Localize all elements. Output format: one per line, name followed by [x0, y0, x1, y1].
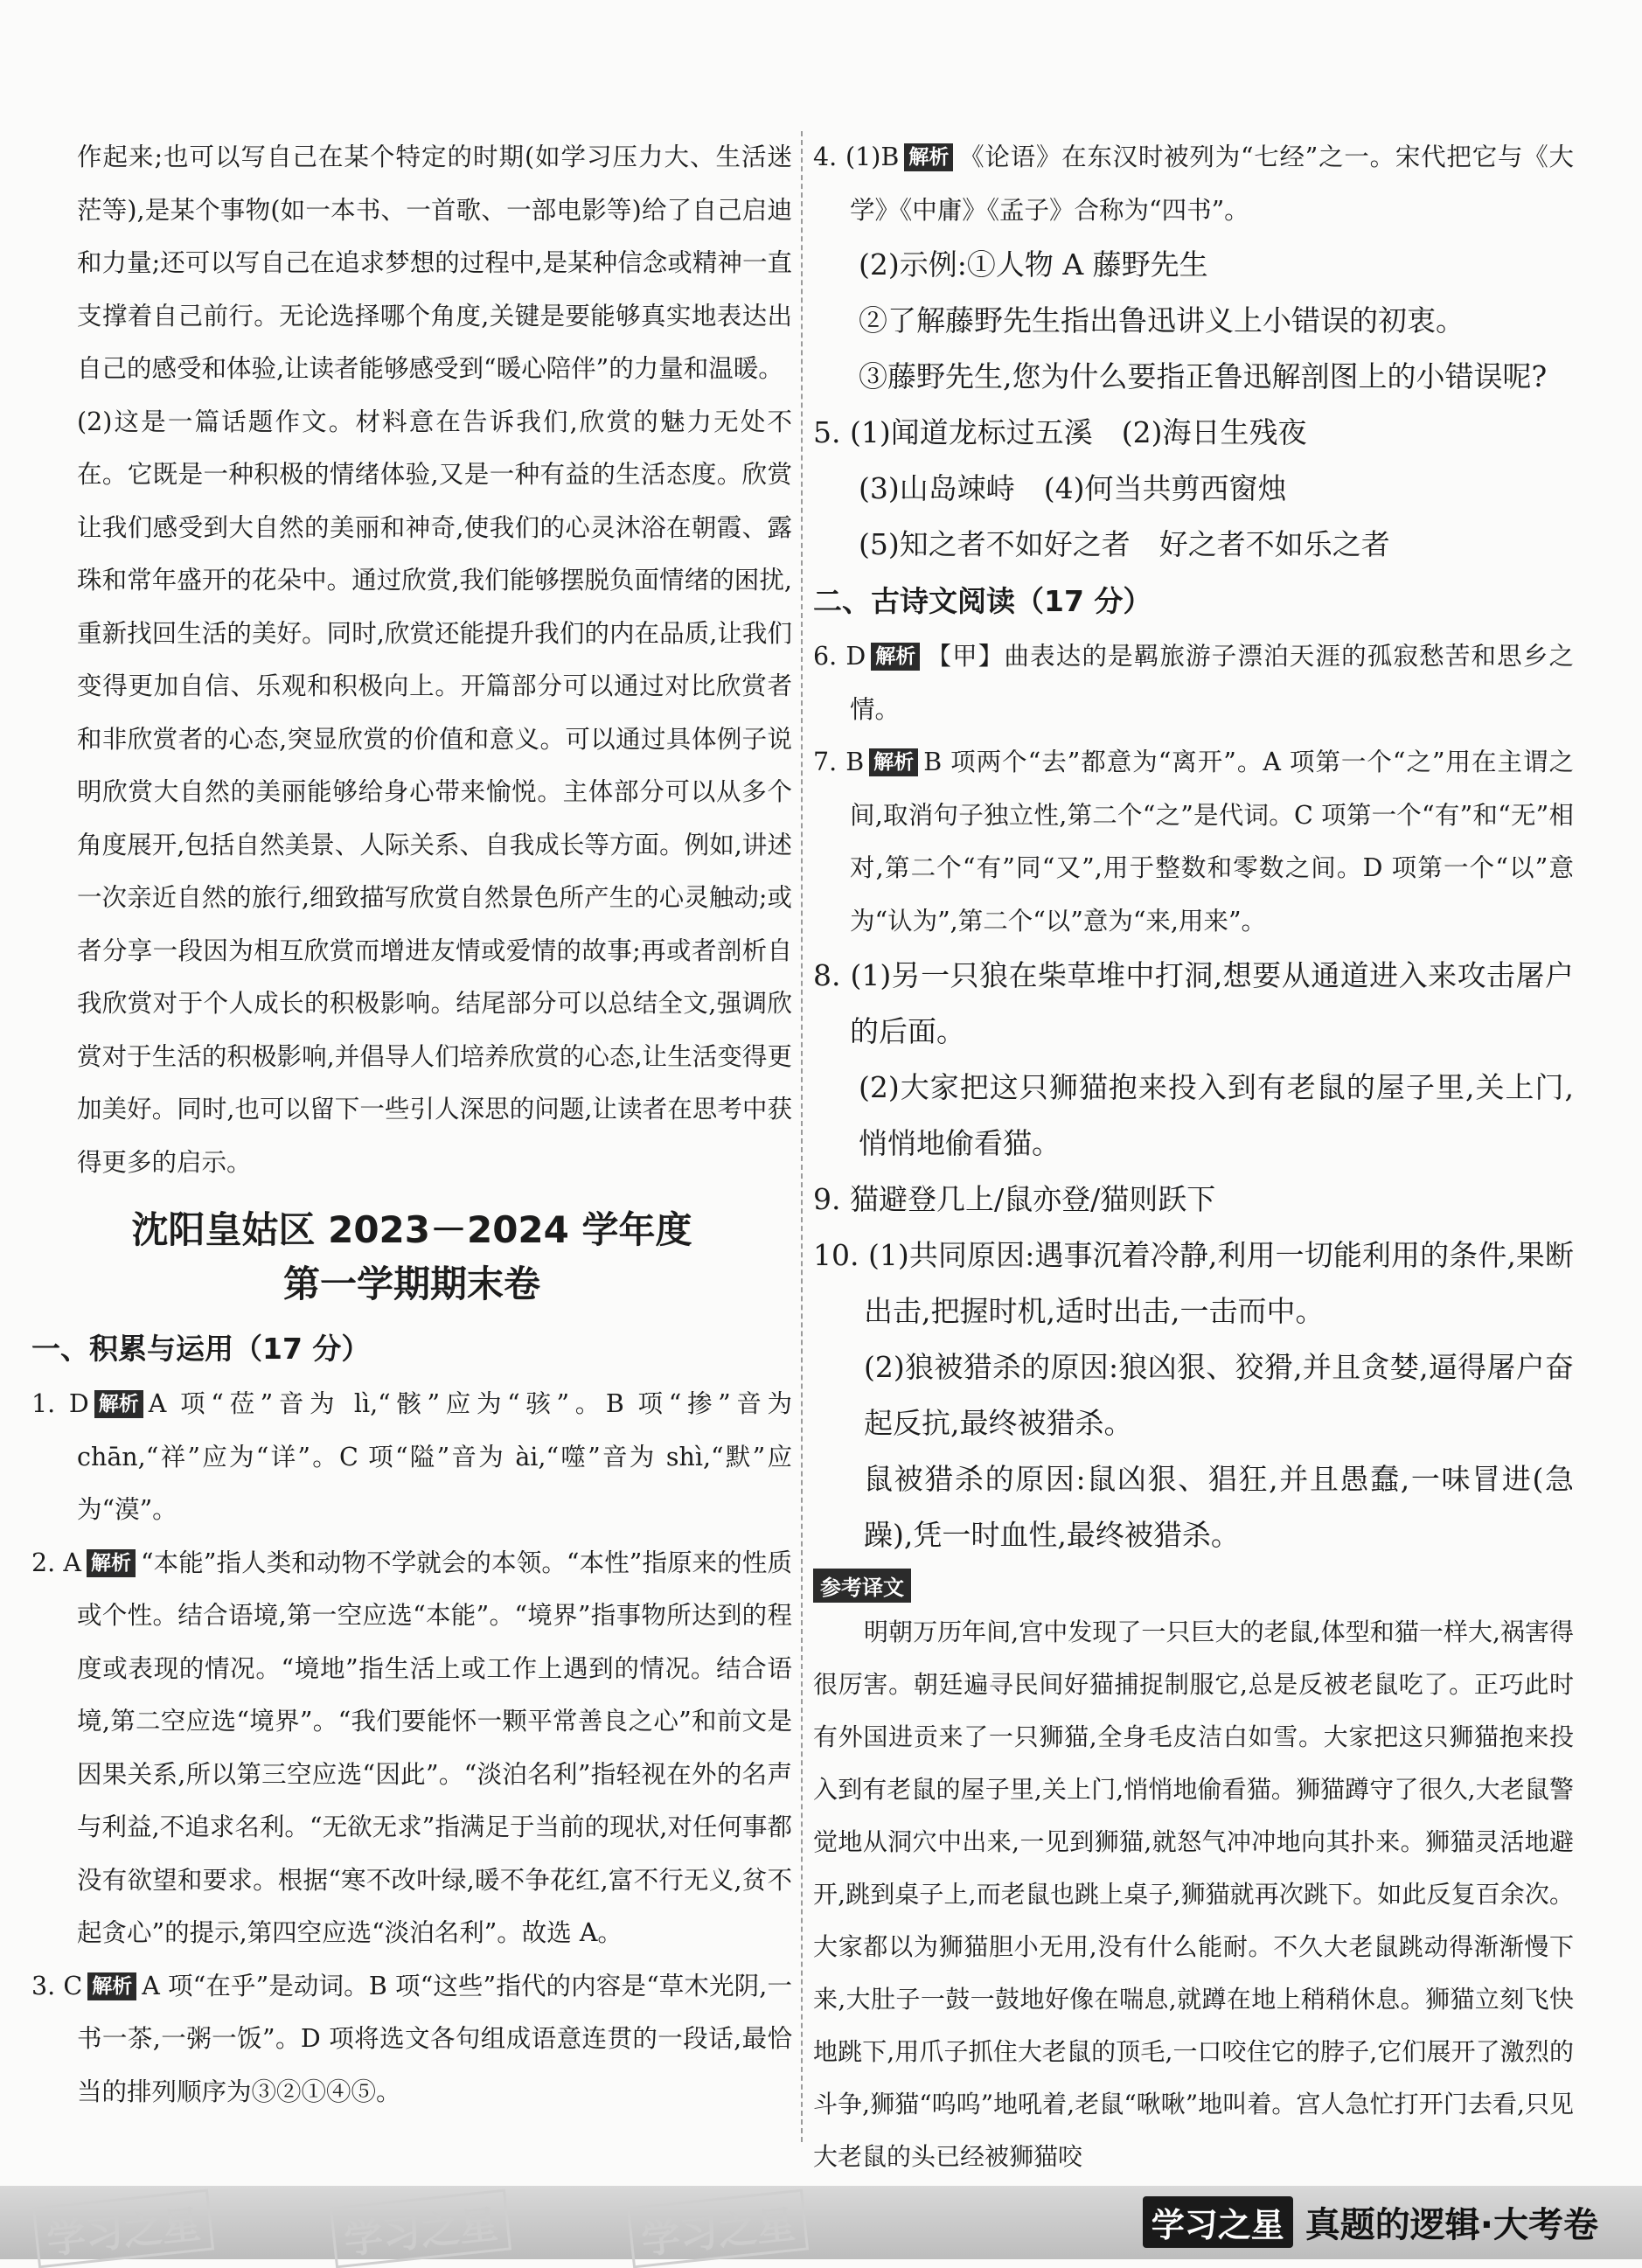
answer-text: 《论语》在东汉时被列为“七经”之一。宋代把它与《大学》《中庸》《孟子》合称为“四书”。 [850, 143, 1574, 225]
answer-text: A 项“在乎”是动词。B 项“这些”指代的内容是“草木光阴,一书一茶,一粥一饭”。D 项将选文各句组成语意连贯的一段话,最恰当的排列顺序为③②①④⑤。 [77, 1971, 792, 2106]
exam-title [31, 1203, 792, 1311]
answer-num: 1. D [31, 1389, 89, 1418]
answer-num: 7. B [813, 748, 865, 776]
answer-q10-3: 鼠被猎杀的原因:鼠凶狠、猖狂,并且愚蠢,一味冒进(急躁),凭一时血性,最终被猎杀。 [864, 1462, 1574, 1552]
answer-q4-4: ③藤野先生,您为什么要指正鲁迅解剖图上的小错误呢? [859, 359, 1548, 393]
answer-text: A 项“莅”音为 lì,“骸”应为“骇”。B 项“掺”音为 chān,“祥”应为“详”。C 项“隘”音为 ài,“噬”音为 shì,“默”应为“漠”。 [77, 1389, 792, 1524]
answer-text: 【甲】曲表达的是羁旅游子漂泊天涯的孤寂愁苦和思乡之情。 [850, 642, 1574, 724]
answer-num: 3. C [31, 1971, 83, 2000]
answer-q8-1: 8. (1)另一只狼在柴草堆中打洞,想要从通道进入来攻击屠户的后面。 [813, 958, 1574, 1048]
essay-paragraph-1: 作起来;也可以写自己在某个特定的时期(如学习压力大、生活迷茫等),是某个事物(如一本书、一首歌、一部电影等)给了自己启迪和力量;还可以写自己在追求梦想的过程中,是某种信念或精神一直支撑着自己前行。无论选择哪个角度,关键是要能够真实地表达出自己的感受和体验,让读者能够感受到“暖心陪伴”的力量和温暖。 [77, 143, 792, 383]
answer-q4-2: (2)示例:①人物 A 藤野先生 [859, 247, 1208, 282]
analysis-tag: 解析 [94, 1390, 143, 1418]
analysis-tag: 解析 [871, 643, 920, 671]
answer-num: 6. D [813, 642, 866, 671]
analysis-tag: 解析 [87, 1972, 136, 2000]
exam-title-line-2: 第一学期期末卷 [282, 1263, 540, 1305]
answer-q9: 9. 猫避登几上/鼠亦登/猫则跃下 [813, 1182, 1216, 1216]
column-divider [801, 131, 803, 2142]
answer-q10-2: (2)狼被猎杀的原因:狼凶狠、狡猾,并且贪婪,逼得屠户奋起反抗,最终被猎杀。 [864, 1350, 1574, 1440]
answer-text: B 项两个“去”都意为“离开”。A 项第一个“之”用在主谓之间,取消句子独立性,第二个“之”是代词。C 项第一个“有”和“无”相对,第二个“有”同“又”,用于整数和零数之间。D 项第一个“以”意为“认为”,第二个“以”意为“来,用来”。 [850, 748, 1574, 936]
answer-q7 [813, 736, 1574, 948]
analysis-tag: 解析 [904, 143, 953, 171]
answer-q5-1: 5. (1)闻道龙标过五溪 (2)海日生残夜 [813, 415, 1307, 449]
answer-q5-3: (5)知之者不如好之者 好之者不如乐之者 [859, 527, 1390, 561]
answer-q10-1: 10. (1)共同原因:遇事沉着冷静,利用一切能利用的条件,果断出击,把握时机,适时出击,一击而中。 [813, 1238, 1574, 1328]
watermark: 学习之星 [32, 2189, 214, 2268]
answer-num: 2. A [31, 1548, 81, 1577]
answer-q4-3: ②了解藤野先生指出鲁迅讲义上小错误的初衷。 [859, 303, 1465, 337]
exam-title-line-1: 沈阳皇姑区 2023－2024 学年度 [131, 1208, 692, 1251]
footer-bar [0, 2186, 1642, 2264]
answer-q4 [813, 131, 1574, 237]
left-column [31, 131, 792, 2118]
brand-slogan: 真题的逻辑·大考卷 [1305, 2205, 1598, 2245]
analysis-tag: 解析 [87, 1549, 136, 1577]
brand-logo: 学习之星 [1143, 2196, 1293, 2248]
watermark: 学习之星 [330, 2189, 511, 2268]
watermark: 学习之星 [627, 2189, 809, 2268]
essay-paragraph-2: (2)这是一篇话题作文。材料意在告诉我们,欣赏的魅力无处不在。它既是一种积极的情绪体验,又是一种有益的生活态度。欣赏让我们感受到大自然的美丽和神奇,使我们的心灵沐浴在朝霞、露珠和常年盛开的花朵中。通过欣赏,我们能够摆脱负面情绪的困扰,重新找回生活的美好。同时,欣赏还能提升我们的内在品质,让我们变得更加自信、乐观和积极向上。开篇部分可以通过对比欣赏者和非欣赏者的心态,突显欣赏的价值和意义。可以通过具体例子说明欣赏大自然的美丽能够给身心带来愉悦。主体部分可以从多个角度展开,包括自然美景、人际关系、自我成长等方面。例如,讲述一次亲近自然的旅行,细致描写欣赏自然景色所产生的心灵触动;或者分享一段因为相互欣赏而增进友情或爱情的故事;再或者剖析自我欣赏对于个人成长的积极影响。结尾部分可以总结全文,强调欣赏对于生活的积极影响,并倡导人们培养欣赏的心态,让生活变得更加美好。同时,也可以留下一些引人深思的问题,让读者在思考中获得更多的启示。 [77, 407, 792, 1177]
answer-q6 [813, 630, 1574, 736]
brand [1143, 2196, 1598, 2248]
section-heading-1: 一、积累与运用（17 分） [31, 1332, 371, 1366]
analysis-tag: 解析 [869, 748, 918, 776]
answer-text: “本能”指人类和动物不学就会的本领。“本性”指原来的性质或个性。结合语境,第一空应选“本能”。“境界”指事物所达到的程度或表现的情况。“境地”指生活上或工作上遇到的情况。结合语境,第二空应选“境界”。“我们要能怀一颗平常善良之心”和前文是因果关系,所以第三空应选“因此”。“淡泊名利”指轻视在外的名声与利益,不追求名利。“无欲无求”指满足于当前的现状,对任何事都没有欲望和要求。根据“寒不改叶绿,暖不争花红,富不行无义,贫不起贪心”的提示,第四空应选“淡泊名利”。故选 A。 [77, 1548, 792, 1947]
answer-q8-2: (2)大家把这只狮猫抱来投入到有老鼠的屋子里,关上门,悄悄地偷看猫。 [859, 1070, 1574, 1160]
answer-q5-2: (3)山岛竦峙 (4)何当共剪西窗烛 [859, 471, 1287, 505]
answer-q2 [31, 1537, 792, 1960]
right-column [813, 131, 1574, 2183]
answer-q1 [31, 1378, 792, 1537]
section-heading-2: 二、古诗文阅读（17 分） [813, 584, 1152, 618]
reference-translation-label: 参考译文 [813, 1569, 911, 1603]
answer-q3 [31, 1960, 792, 2119]
answer-num: 4. (1)B [813, 143, 900, 171]
reference-translation: 明朝万历年间,宫中发现了一只巨大的老鼠,体型和猫一样大,祸害得很厉害。朝廷遍寻民间好猫捕捉制服它,总是反被老鼠吃了。正巧此时有外国进贡来了一只狮猫,全身毛皮洁白如雪。大家把这只狮猫抱来投入到有老鼠的屋子里,关上门,悄悄地偷看猫。狮猫蹲守了很久,大老鼠警觉地从洞穴中出来,一见到狮猫,就怒气冲冲地向其扑来。狮猫灵活地避开,跳到桌子上,而老鼠也跳上桌子,狮猫就再次跳下。如此反复百余次。大家都以为狮猫胆小无用,没有什么能耐。不久大老鼠跳动得渐渐慢下来,大肚子一鼓一鼓地好像在喘息,就蹲在地上稍稍休息。狮猫立刻飞快地跳下,用爪子抓住大老鼠的顶毛,一口咬住它的脖子,它们展开了激烈的斗争,狮猫“呜呜”地吼着,老鼠“啾啾”地叫着。宫人急忙打开门去看,只见大老鼠的头已经被狮猫咬 [813, 1618, 1574, 2171]
